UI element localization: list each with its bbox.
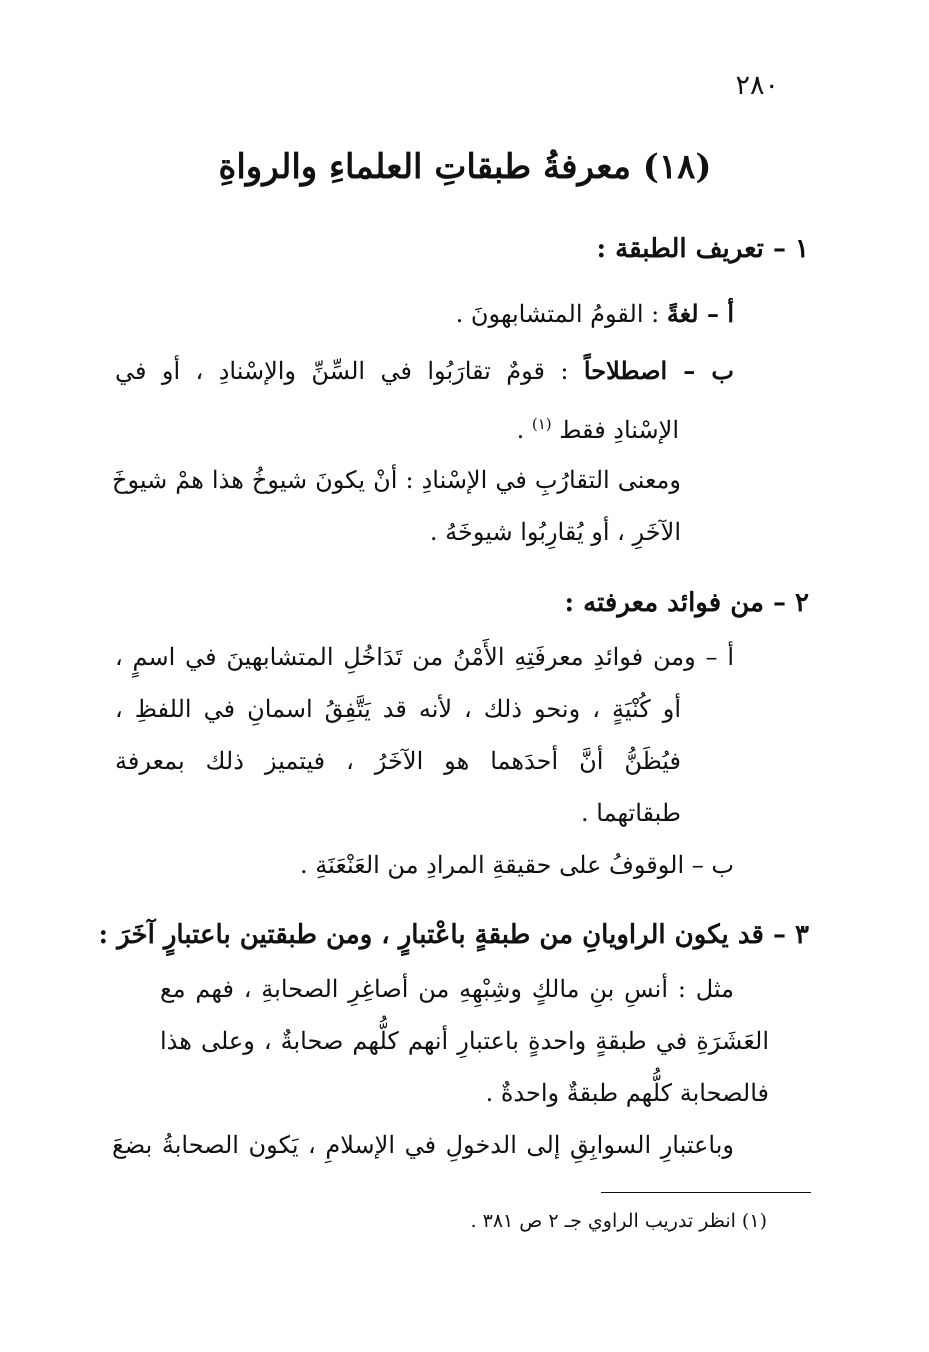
- footnote-ref: (١): [531, 415, 552, 433]
- definition-line-continued: [517, 407, 679, 447]
- footnote: (١) انظر تدريب الراوي جـ ٢ ص ٣٨١ .: [470, 1210, 767, 1232]
- body-line: فيُظَنُّ أنَّ أحدَهما هو الآخَرُ ، فيتميز ذلك بمعرفة: [115, 747, 681, 775]
- section-heading-1: ١ – تعريف الطبقة :: [596, 234, 809, 264]
- body-line: مثل : أنسِ بنِ مالكٍ وشِبْهِهِ من أصاغِرِ الصحابةِ ، فهم مع: [160, 975, 734, 1003]
- footnote-divider: [601, 1192, 811, 1193]
- definition-tail: .: [516, 416, 532, 444]
- body-line: العَشَرَةِ في طبقةٍ واحدةٍ باعتبارِ أنهم كلُّهم صحابةٌ ، وعلى هذا: [160, 1027, 769, 1055]
- section-heading-3: ٣ – قد يكون الراويانِ من طبقةٍ باعْتبارٍ ، ومن طبقتين باعتبارٍ آخَرَ :: [98, 920, 809, 950]
- definition-text: : القومُ المتشابهونَ .: [455, 300, 667, 328]
- section-heading-2: ٢ – من فوائد معرفته :: [564, 588, 809, 618]
- body-line: طبقاتهما .: [581, 799, 681, 827]
- definition-line-lugha: [456, 297, 734, 331]
- body-line: وباعتبارِ السوابِقِ إلى الدخولِ في الإسلامِ ، يَكون الصحابةُ بضعَ: [112, 1131, 734, 1159]
- body-line: أو كُنْيَةٍ ، ونحو ذلك ، لأنه قد يَتَّفِقُ اسمانِ في اللفظِ ،: [115, 695, 681, 723]
- body-line: الآخَرِ ، أو يُقارِبُوا شيوخَهُ .: [429, 518, 681, 546]
- definition-label: أ – لغةً: [666, 299, 734, 328]
- body-line: ب – الوقوفُ على حقيقةِ المرادِ من العَنْعَنَةِ .: [300, 851, 734, 879]
- definition-label: ب – اصطلاحاً: [583, 356, 734, 385]
- definition-line-istilah: [115, 354, 734, 388]
- body-line: فالصحابة كلُّهم طبقةٌ واحدةٌ .: [485, 1079, 769, 1107]
- definition-text: : قومٌ تقارَبُوا في السِّنِّ والإسْنادِ ، أو في: [115, 357, 584, 385]
- definition-text: الإسْنادِ فقط: [559, 416, 679, 444]
- page-number: ٢٨٠: [735, 70, 779, 101]
- chapter-title: (١٨) معرفةُ طبقاتِ العلماءِ والرواةِ: [218, 147, 712, 187]
- body-line: ومعنى التقارُبِ في الإسْنادِ : أنْ يكونَ شيوخُ هذا همْ شيوخَ: [112, 466, 681, 494]
- body-line: أ – ومن فوائدِ معرفَتِهِ الأَمْنُ من تَدَاخُلِ المتشابهينَ في اسمٍ ،: [115, 643, 734, 671]
